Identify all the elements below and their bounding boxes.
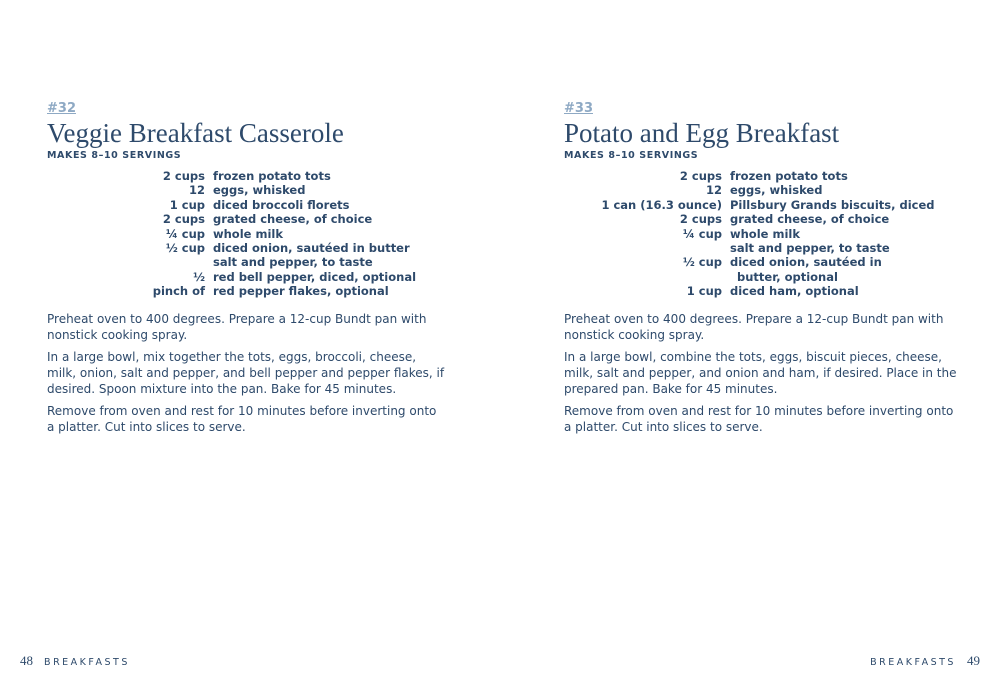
ingredient-item: eggs, whisked: [730, 183, 823, 198]
ingredient-row: [564, 270, 964, 284]
ingredient-item: red pepper flakes, optional: [213, 284, 389, 299]
ingredient-amount: 1 can (16.3 ounce): [601, 197, 722, 212]
ingredient-amount: 2 cups: [162, 212, 205, 227]
instruction-step: In a large bowl, mix together the tots, eggs, broccoli, cheese, milk, onion, salt and pepper, and bell pepper and pepper flakes, if desired. Spoon mixture into the pan. Bake for 45 minutes.: [47, 349, 445, 396]
ingredient-amount: ¼ cup: [682, 226, 722, 241]
instructions: [47, 311, 447, 435]
ingredient-row: [47, 212, 447, 226]
ingredient-amount: 2 cups: [162, 169, 205, 183]
ingredient-row: [47, 284, 447, 298]
ingredient-amount: ¼ cup: [165, 226, 205, 241]
ingredient-row: [47, 169, 447, 183]
ingredient-amount: [564, 241, 730, 255]
recipe-servings: MAKES 8–10 SERVINGS: [564, 150, 699, 161]
ingredient-item: diced ham, optional: [730, 284, 859, 299]
recipe-title: Veggie Breakfast Casserole: [47, 118, 344, 148]
instruction-step: Remove from oven and rest for 10 minutes before inverting onto a platter. Cut into slices to serve.: [47, 403, 437, 434]
recipe-number: #32: [47, 101, 76, 116]
page-number: 48: [20, 653, 33, 668]
ingredient-list: [564, 169, 964, 299]
ingredient-amount: 1 cup: [686, 284, 722, 299]
instruction-step: Preheat oven to 400 degrees. Prepare a 12-cup Bundt pan with nonstick cooking spray.: [47, 311, 427, 342]
instruction-step: Preheat oven to 400 degrees. Prepare a 12-cup Bundt pan with nonstick cooking spray.: [564, 311, 944, 342]
ingredient-item: diced onion, sautéed in butter: [213, 241, 410, 256]
ingredient-amount: pinch of: [152, 284, 205, 299]
recipe-number: #33: [564, 101, 593, 116]
ingredient-amount: 2 cups: [679, 169, 722, 183]
page-footer: [20, 653, 130, 669]
ingredient-amount: ½: [193, 269, 205, 284]
ingredient-list: [47, 169, 447, 299]
ingredient-row: [564, 255, 964, 269]
ingredient-item: salt and pepper, to taste: [730, 241, 890, 256]
ingredient-item: red bell pepper, diced, optional: [213, 269, 417, 284]
page-number: 49: [967, 653, 980, 668]
ingredient-row: [47, 227, 447, 241]
instruction-step: In a large bowl, combine the tots, eggs, biscuit pieces, cheese, milk, salt and pepper, and onion and ham, if desired. Place in the prepared pan. Bake for 45 minutes.: [564, 349, 957, 396]
ingredient-amount: ½ cup: [165, 241, 205, 256]
ingredient-item: Pillsbury Grands biscuits, diced: [730, 197, 935, 212]
ingredient-item: whole milk: [730, 226, 800, 241]
ingredient-item: salt and pepper, to taste: [213, 255, 373, 270]
ingredient-item: grated cheese, of choice: [213, 212, 373, 227]
ingredient-row: [47, 270, 447, 284]
ingredient-amount: [564, 270, 730, 284]
right-page: [500, 0, 1000, 690]
ingredient-amount: 12: [705, 183, 722, 198]
ingredient-row: [47, 241, 447, 255]
ingredient-item: butter, optional: [737, 269, 838, 284]
ingredient-row: [47, 255, 447, 269]
ingredient-amount: 12: [188, 183, 205, 198]
ingredient-amount: ½ cup: [682, 255, 722, 270]
ingredient-item: diced onion, sautéed in: [730, 255, 882, 270]
ingredient-row: [564, 284, 964, 298]
page-footer: [870, 653, 980, 669]
ingredient-row: [564, 212, 964, 226]
section-name: BREAKFASTS: [870, 657, 956, 668]
ingredient-row: [564, 183, 964, 197]
instruction-step: Remove from oven and rest for 10 minutes before inverting onto a platter. Cut into slices to serve.: [564, 403, 954, 434]
ingredient-amount: 2 cups: [679, 212, 722, 227]
ingredient-item: whole milk: [213, 226, 283, 241]
recipe-32: [47, 101, 447, 441]
ingredient-row: [564, 241, 964, 255]
ingredient-row: [47, 183, 447, 197]
recipe-servings: MAKES 8–10 SERVINGS: [47, 150, 182, 161]
ingredient-amount: [47, 255, 213, 269]
ingredient-item: grated cheese, of choice: [730, 212, 890, 227]
ingredient-row: [564, 169, 964, 183]
ingredient-amount: 1 cup: [169, 197, 205, 212]
ingredient-row: [47, 198, 447, 212]
instructions: [564, 311, 964, 435]
ingredient-row: [564, 198, 964, 212]
ingredient-item: frozen potato tots: [213, 169, 331, 183]
recipe-title: Potato and Egg Breakfast: [564, 118, 840, 148]
ingredient-item: diced broccoli florets: [213, 197, 350, 212]
recipe-33: [564, 101, 964, 441]
ingredient-item: frozen potato tots: [730, 169, 848, 183]
ingredient-row: [564, 227, 964, 241]
ingredient-item: eggs, whisked: [213, 183, 306, 198]
section-name: BREAKFASTS: [44, 657, 130, 668]
